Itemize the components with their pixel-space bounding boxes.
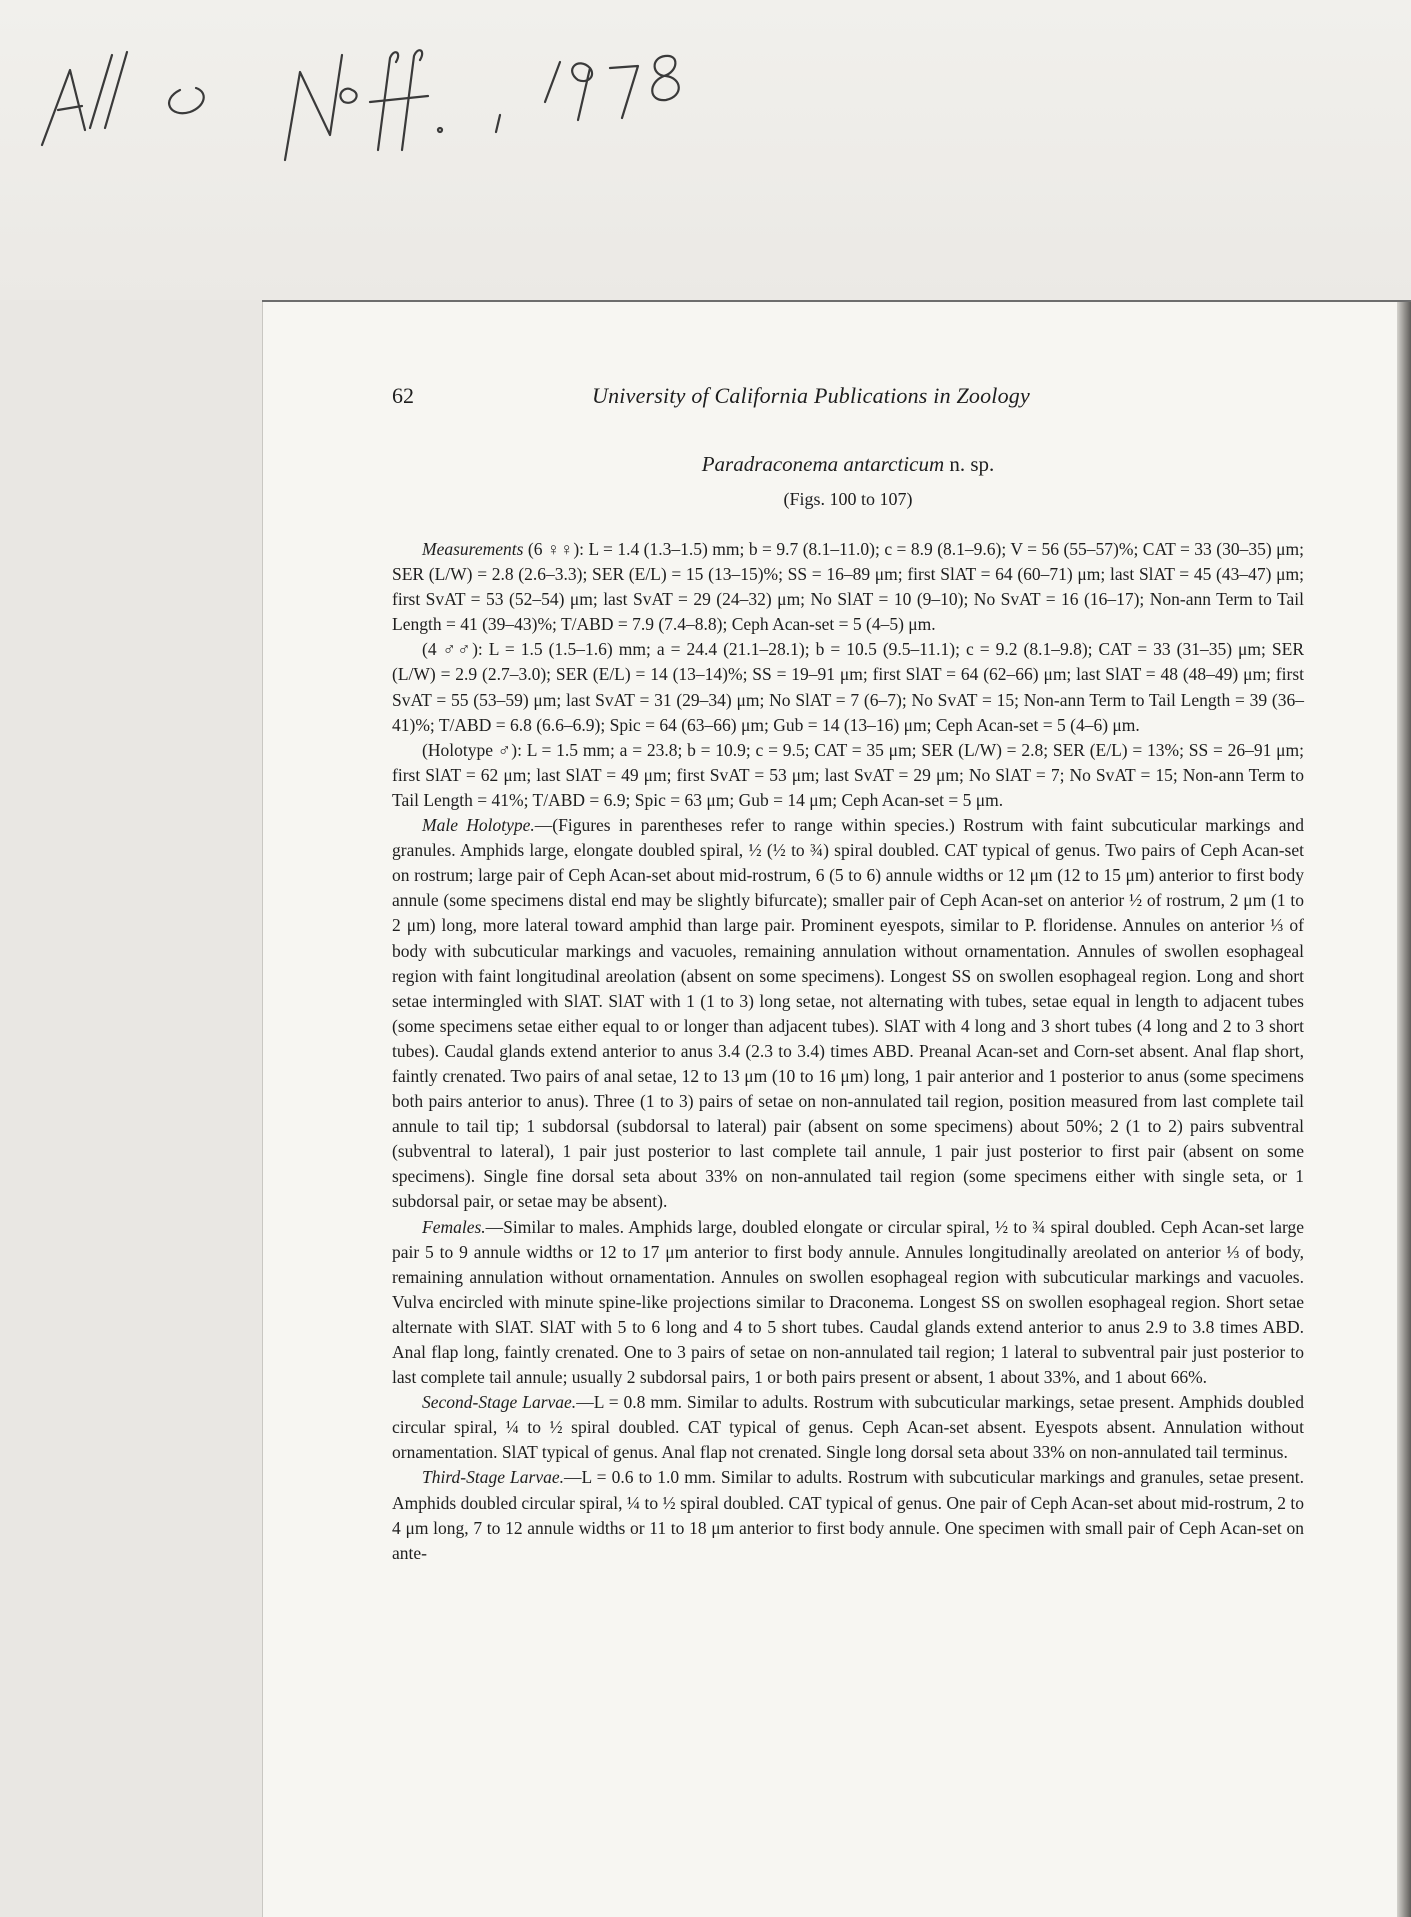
- paragraph-text: —L = 0.8 mm. Similar to adults. Rostrum with subcuticular markings, setae present. Amphids doubled circular spiral, ¼ to ½ spiral doubled. CAT typical of genus. Ceph Acan-set absent. Eyespots absent. Annulation without ornamentation. SlAT typical of genus. Anal flap not crenated. Single long dorsal seta about 33% on non-annulated tail terminus.: [392, 1392, 1304, 1463]
- species-name: Paradraconema antarcticum: [701, 452, 945, 476]
- paragraph-text: (4 ♂♂): L = 1.5 (1.5–1.6) mm; a = 24.4 (21.1–28.1); b = 10.5 (9.5–11.1); c = 9.2 (8.1–9.8); CAT = 33 (31–35) μm; SER (L/W) = 2.9 (2.7–3.0); SER (E/L) = 14 (13–14)%; SS = 19–91 μm; first SlAT = 64 (62–66) μm; last SlAT = 48 (48–49) μm; first SvAT = 55 (53–59) μm; last SvAT = 31 (29–34) μm; No SlAT = 7 (6–7); No SvAT = 15; Non-ann Term to Tail Length = 39 (36–41)%; T/ABD = 6.8 (6.6–6.9); Spic = 64 (63–66) μm; Gub = 14 (13–16) μm; Ceph Acan-set = 5 (4–6) μm.: [392, 639, 1304, 735]
- paragraph-text: —L = 0.6 to 1.0 mm. Similar to adults. Rostrum with subcuticular markings and granules, setae present. Amphids doubled circular spiral, ¼ to ½ spiral doubled. CAT typical of genus. One pair of Ceph Acan-set about mid-rostrum, 2 to 4 μm long, 7 to 12 annule widths or 11 to 18 μm anterior to first body annule. One specimen with small pair of Ceph Acan-set on ante-: [392, 1467, 1304, 1563]
- paragraph-lead: Third-Stage Larvae.: [422, 1467, 565, 1488]
- paragraph-measurements-holotype: [392, 738, 1304, 813]
- paragraph-text: (Holotype ♂): L = 1.5 mm; a = 23.8; b = 10.9; c = 9.5; CAT = 35 μm; SER (L/W) = 2.8; SER (E/L) = 13%; SS = 26–91 μm; first SlAT = 62 μm; last SlAT = 49 μm; first SvAT = 53 μm; last SvAT = 29 μm; No SlAT = 7; No SvAT = 15; Non-ann Term to Tail Length = 41%; T/ABD = 6.9; Spic = 63 μm; Gub = 14 μm; Ceph Acan-set = 5 μm.: [392, 739, 1304, 810]
- handwritten-annotation: [30, 10, 750, 210]
- figure-reference: (Figs. 100 to 107): [783, 489, 913, 509]
- page-number: 62: [392, 383, 414, 408]
- journal-title: University of California Publications in Zoology: [592, 383, 1030, 408]
- paragraph-male-holotype: [392, 813, 1304, 1215]
- paragraph-text: —Similar to males. Amphids large, doubled elongate or circular spiral, ½ to ¾ spiral doubled. Ceph Acan-set large pair 5 to 9 annule widths or 12 to 17 μm anterior to first body annule. Annules longitudinally areolated on anterior ⅓ of body, remaining annulation without ornamentation. Annules on swollen esophageal region with subcuticular markings and vacuoles. Vulva encircled with minute spine-like projections similar to Draconema. Longest SS on swollen esophageal region. Short setae alternate with SlAT. SlAT with 5 to 6 long and 4 to 5 short tubes. Caudal glands extend anterior to anus 2.9 to 3.8 times ABD. Anal flap long, faintly crenated. One to 3 pairs of setae on non-annulated tail region; 1 lateral to subventral pair just posterior to last complete tail annule; usually 2 subdorsal pairs, 1 or both pairs present or absent, 1 about 33%, and 1 about 66%.: [392, 1216, 1304, 1388]
- paragraph-second-stage-larvae: [392, 1390, 1304, 1465]
- running-head: [392, 383, 1092, 419]
- paragraph-lead: Females.: [422, 1216, 486, 1237]
- body-text: [392, 537, 1304, 1566]
- paragraph-lead: Measurements: [422, 539, 524, 559]
- paragraph-measurements-females: [392, 537, 1304, 637]
- species-heading: [392, 452, 1304, 477]
- paragraph-third-stage-larvae: [392, 1465, 1304, 1565]
- paragraph-text: —(Figures in parentheses refer to range within species.) Rostrum with faint subcuticular markings and granules. Amphids large, elongate doubled spiral, ½ (½ to ¾) spiral doubled. CAT typical of genus. Two pairs of Ceph Acan-set on rostrum; large pair of Ceph Acan-set about mid-rostrum, 6 (5 to 6) annule widths or 12 μm (12 to 15 μm) anterior to first body annule (some specimens distal end may be slightly bifurcate); smaller pair of Ceph Acan-set on anterior ½ of rostrum, 2 μm (1 to 2 μm) long, more lateral toward amphid than large pair. Prominent eyespots, similar to P. floridense. Annules on anterior ⅓ of body with subcuticular markings and vacuoles, remaining annulation without ornamentation. Annules of swollen esophageal region with faint longitudinal areolation (absent on some specimens). Longest SS on swollen esophageal region. Long and short setae intermingled with SlAT. SlAT with 1 (1 to 3) long setae, not alternating with tubes, setae equal in length to adjacent tubes (some specimens setae either equal to or longer than adjacent tubes). SlAT with 4 long and 3 short tubes (4 long and 2 to 3 short tubes). Caudal glands extend anterior to anus 3.4 (2.3 to 3.4) times ABD. Preanal Acan-set and Corn-set absent. Anal flap short, faintly crenated. Two pairs of anal setae, 12 to 13 μm (10 to 16 μm) long, 1 pair anterior and 1 posterior to anus (some specimens both pairs anterior to anus). Three (1 to 3) pairs of setae on non-annulated tail region, position measured from last complete tail annule to tail tip; 1 subdorsal (subdorsal to lateral) pair (absent on some specimens) about 50%; 2 (1 to 2) pairs subventral (subventral to lateral), 1 pair just posterior to last complete tail annule, 1 pair just posterior to first pair (absent on some specimens). Single fine dorsal seta about 33% on non-annulated tail region (some specimens either with single seta, or 1 subdorsal pair, or setae may be absent).: [392, 815, 1304, 1212]
- paragraph-text: (6 ♀♀): L = 1.4 (1.3–1.5) mm; b = 9.7 (8.1–11.0); c = 8.9 (8.1–9.6); V = 56 (55–57)%; CAT = 33 (30–35) μm; SER (L/W) = 2.8 (2.6–3.3); SER (E/L) = 15 (13–15)%; SS = 16–89 μm; first SlAT = 64 (60–71) μm; last SlAT = 45 (43–47) μm; first SvAT = 53 (52–54) μm; last SvAT = 29 (24–32) μm; No SlAT = 10 (9–10); No SvAT = 16 (16–17); Non-ann Term to Tail Length = 41 (39–43)%; T/ABD = 7.9 (7.4–8.8); Ceph Acan-set = 5 (4–5) μm.: [392, 539, 1304, 635]
- species-suffix: n. sp.: [949, 452, 995, 476]
- paragraph-measurements-males: [392, 637, 1304, 737]
- paragraph-females: [392, 1215, 1304, 1391]
- paragraph-lead: Second-Stage Larvae.: [422, 1392, 577, 1413]
- paragraph-lead: Male Holotype.: [422, 815, 535, 836]
- page-edge-shadow: [1397, 302, 1411, 1917]
